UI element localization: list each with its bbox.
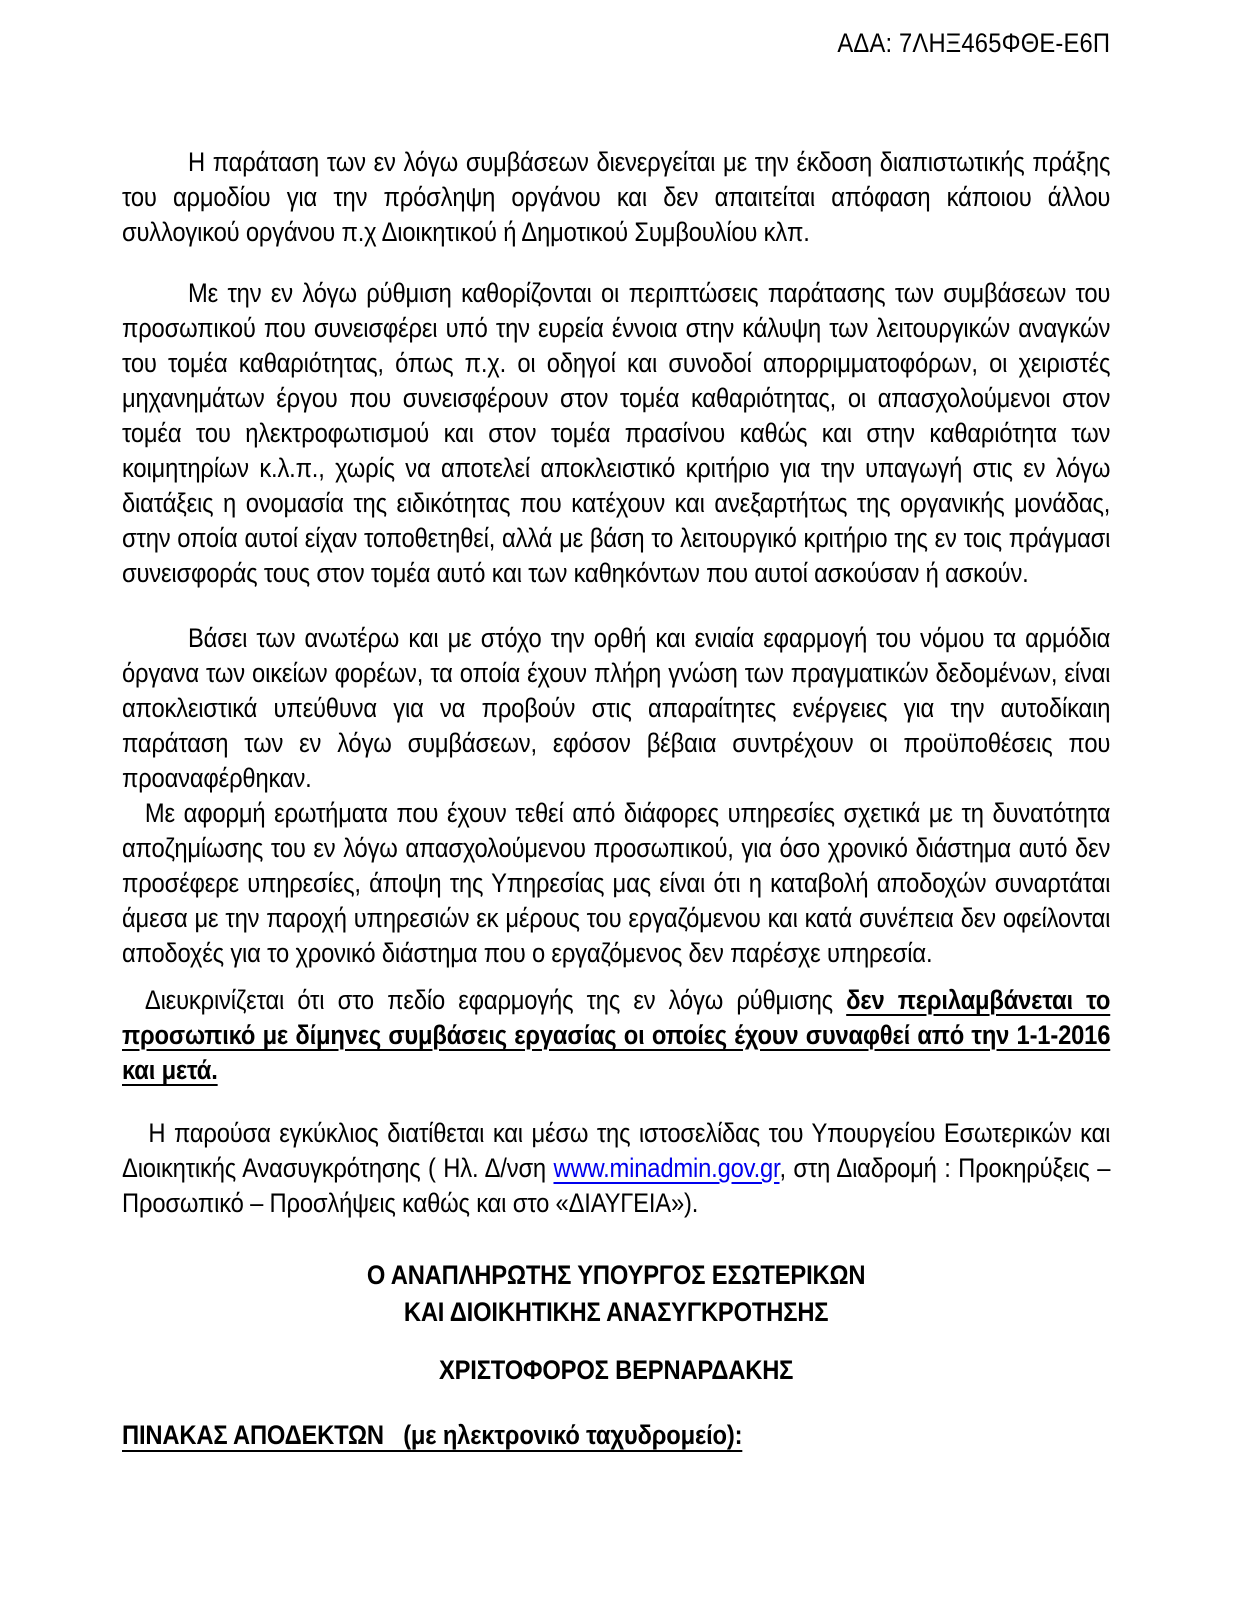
minister-title-line-2: ΚΑΙ ΔΙΟΙΚΗΤΙΚΗΣ ΑΝΑΣΥΓΚΡΟΤΗΣΗΣ [403, 1297, 829, 1327]
paragraph-extension-act: Η παράταση των εν λόγω συμβάσεων διενεργείται με την έκδοση διαπιστωτικής πράξης του αρμοδίου για την πρόσληψη οργάνου και δεν απαιτείται απόφαση κάποιου άλλου συλλογικού οργάνου π.χ Διοικητικού ή Δημοτικού Συμβουλίου κλπ. [122, 147, 1111, 247]
minadmin-website-link[interactable]: www.minadmin.gov.gr [553, 1153, 780, 1183]
minister-name: ΧΡΙΣΤΟΦΟΡΟΣ ΒΕΡΝΑΡΔΑΚΗΣ [438, 1355, 794, 1385]
paragraph-compensation-questions: Με αφορμή ερωτήματα που έχουν τεθεί από διάφορες υπηρεσίες σχετικά με τη δυνατότητα αποζημίωσης του εν λόγω απασχολούμενου προσωπικού, για όσο χρονικό διάστημα αυτό δεν προσέφερε υπηρεσίες, άποψη της Υπηρεσίας μας είναι ότι η καταβολή αποδοχών συναρτάται άμεσα με την παροχή υπηρεσιών εκ μέρους του εργαζόμενου και κατά συνέπεια δεν οφείλονται αποδοχές για το χρονικό διάστημα που ο εργαζόμενος δεν παρέσχε υπηρεσία. [122, 798, 1111, 968]
availability-text-before-link: Η παρούσα εγκύκλιος διατίθεται και μέσω της ιστοσελίδας του Υπουργείου Εσωτερικών και Διοικητικής Ανασυγκρότησης ( Ηλ. Δ/νση [122, 1118, 1111, 1183]
paragraph-responsible-bodies: Βάσει των ανωτέρω και με στόχο την ορθή και ενιαία εφαρμογή του νόμου τα αρμόδια όργανα των οικείων φορέων, τα οποία έχουν πλήρη γνώση των πραγματικών δεδομένων, είναι αποκλειστικά υπεύθυνα για να προβούν στις απαραίτητες ενέργειες για την αυτοδίκαιη παράταση των εν λόγω συμβάσεων, εφόσον βέβαια συντρέχουν οι προϋποθέσεις που προαναφέρθηκαν. [122, 623, 1111, 793]
document-content [122, 26, 1110, 1453]
availability-text-after-link: , στη Διαδρομή : Προκηρύξεις – Προσωπικό – Προσλήψεις καθώς και στο «ΔΙΑΥΓΕΙΑ»). [122, 1153, 1111, 1218]
recipients-table-heading: ΠΙΝΑΚΑΣ ΑΠΟΔΕΚΤΩΝ (με ηλεκτρονικό ταχυδρομείο): [122, 1420, 743, 1450]
paragraph-availability [122, 1116, 1110, 1221]
paragraph-regulation-cases: Με την εν λόγω ρύθμιση καθορίζονται οι περιπτώσεις παράτασης των συμβάσεων του προσωπικού που συνεισφέρει υπό την ευρεία έννοια στην κάλυψη των λειτουργικών αναγκών του τομέα καθαριότητας, όπως π.χ. οι οδηγοί και συνοδοί απορριμματοφόρων, οι χειριστές μηχανημάτων έργου που συνεισφέρουν στον τομέα καθαριότητας, οι απασχολούμενοι στον τομέα του ηλεκτροφωτισμού και στον τομέα πρασίνου καθώς και στην καθαριότητα των κοιμητηρίων κ.λ.π., χωρίς να αποτελεί αποκλειστικό κριτήριο για την υπαγωγή στις εν λόγω διατάξεις η ονομασία της ειδικότητας που κατέχουν και ανεξαρτήτως της οργανικής μονάδας, στην οποία αυτοί είχαν τοποθετηθεί, αλλά με βάση το λειτουργικό κριτήριο της εν τοις πράγμασι συνεισφοράς τους στον τομέα αυτό και των καθηκόντων που αυτοί ασκούσαν ή ασκούν. [122, 278, 1111, 588]
paragraph-clarification [122, 983, 1110, 1088]
clarification-normal-text: Διευκρινίζεται ότι στο πεδίο εφαρμογής της εν λόγω ρύθμισης [144, 985, 847, 1015]
ada-code-header: ΑΔΑ: 7ΛΗΞ465ΦΘΕ-Ε6Π [837, 28, 1111, 58]
clarification-emphasized-text: δεν περιλαμβάνεται το προσωπικό με δίμηνες συμβάσεις εργασίας οι οποίες έχουν συναφθεί από την 1-1-2016 και μετά. [122, 985, 1111, 1085]
minister-title-block [122, 1257, 1110, 1331]
minister-title-line-1: Ο ΑΝΑΠΛΗΡΩΤΗΣ ΥΠΟΥΡΓΟΣ ΕΣΩΤΕΡΙΚΩΝ [366, 1260, 866, 1290]
